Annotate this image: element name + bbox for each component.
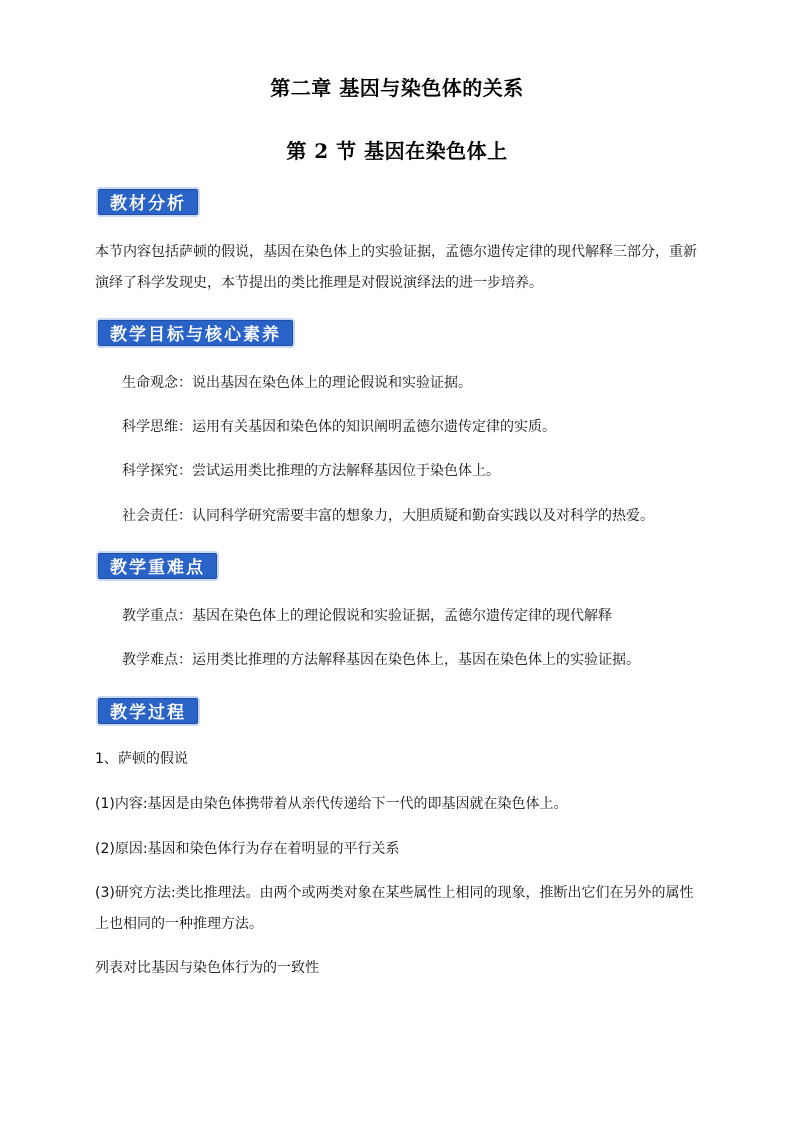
goal-item-life: 生命观念：说出基因在染色体上的理论假说和实验证据。 [122, 375, 472, 391]
analysis-text: 本节内容包括萨顿的假说，基因在染色体上的实验证据，孟德尔遗传定律的现代解释三部分，重新演绎了科学发现史，本节提出的类比推理是对假说演绎法的进一步培养。 [95, 244, 697, 291]
goals-badge: 教学目标与核心素养 [96, 318, 295, 348]
analysis-badge: 教材分析 [96, 187, 200, 217]
process-badge: 教学过程 [96, 696, 200, 726]
key-point-difficulty: 教学难点：运用类比推理的方法解释基因在染色体上，基因在染色体上的实验证据。 [122, 652, 640, 668]
process-item-method: (3)研究方法:类比推理法。由两个或两类对象在某些属性上相同的现象，推断出它们在另外的属性上也相同的一种推理方法。 [95, 885, 694, 932]
goal-item-thinking: 科学思维：运用有关基因和染色体的知识阐明孟德尔遗传定律的实质。 [122, 419, 556, 435]
section-title: 第 2 节 基因在染色体上 [286, 139, 508, 163]
process-item-reason: (2)原因:基因和染色体行为存在着明显的平行关系 [95, 841, 400, 857]
process-item-content: (1)内容:基因是由染色体携带着从亲代传递给下一代的即基因就在染色体上。 [95, 796, 568, 812]
key-point-focus: 教学重点：基因在染色体上的理论假说和实验证据，孟德尔遗传定律的现代解释 [122, 608, 612, 624]
goal-item-inquiry: 科学探究：尝试运用类比推理的方法解释基因位于染色体上。 [122, 463, 500, 479]
goal-item-responsibility: 社会责任：认同科学研究需要丰富的想象力，大胆质疑和勤奋实践以及对科学的热爱。 [122, 508, 654, 524]
chapter-title: 第二章 基因与染色体的关系 [270, 76, 524, 100]
process-item-heading: 1、萨顿的假说 [95, 751, 188, 767]
key-points-badge: 教学重难点 [96, 551, 219, 581]
process-item-table-intro: 列表对比基因与染色体行为的一致性 [95, 960, 319, 976]
